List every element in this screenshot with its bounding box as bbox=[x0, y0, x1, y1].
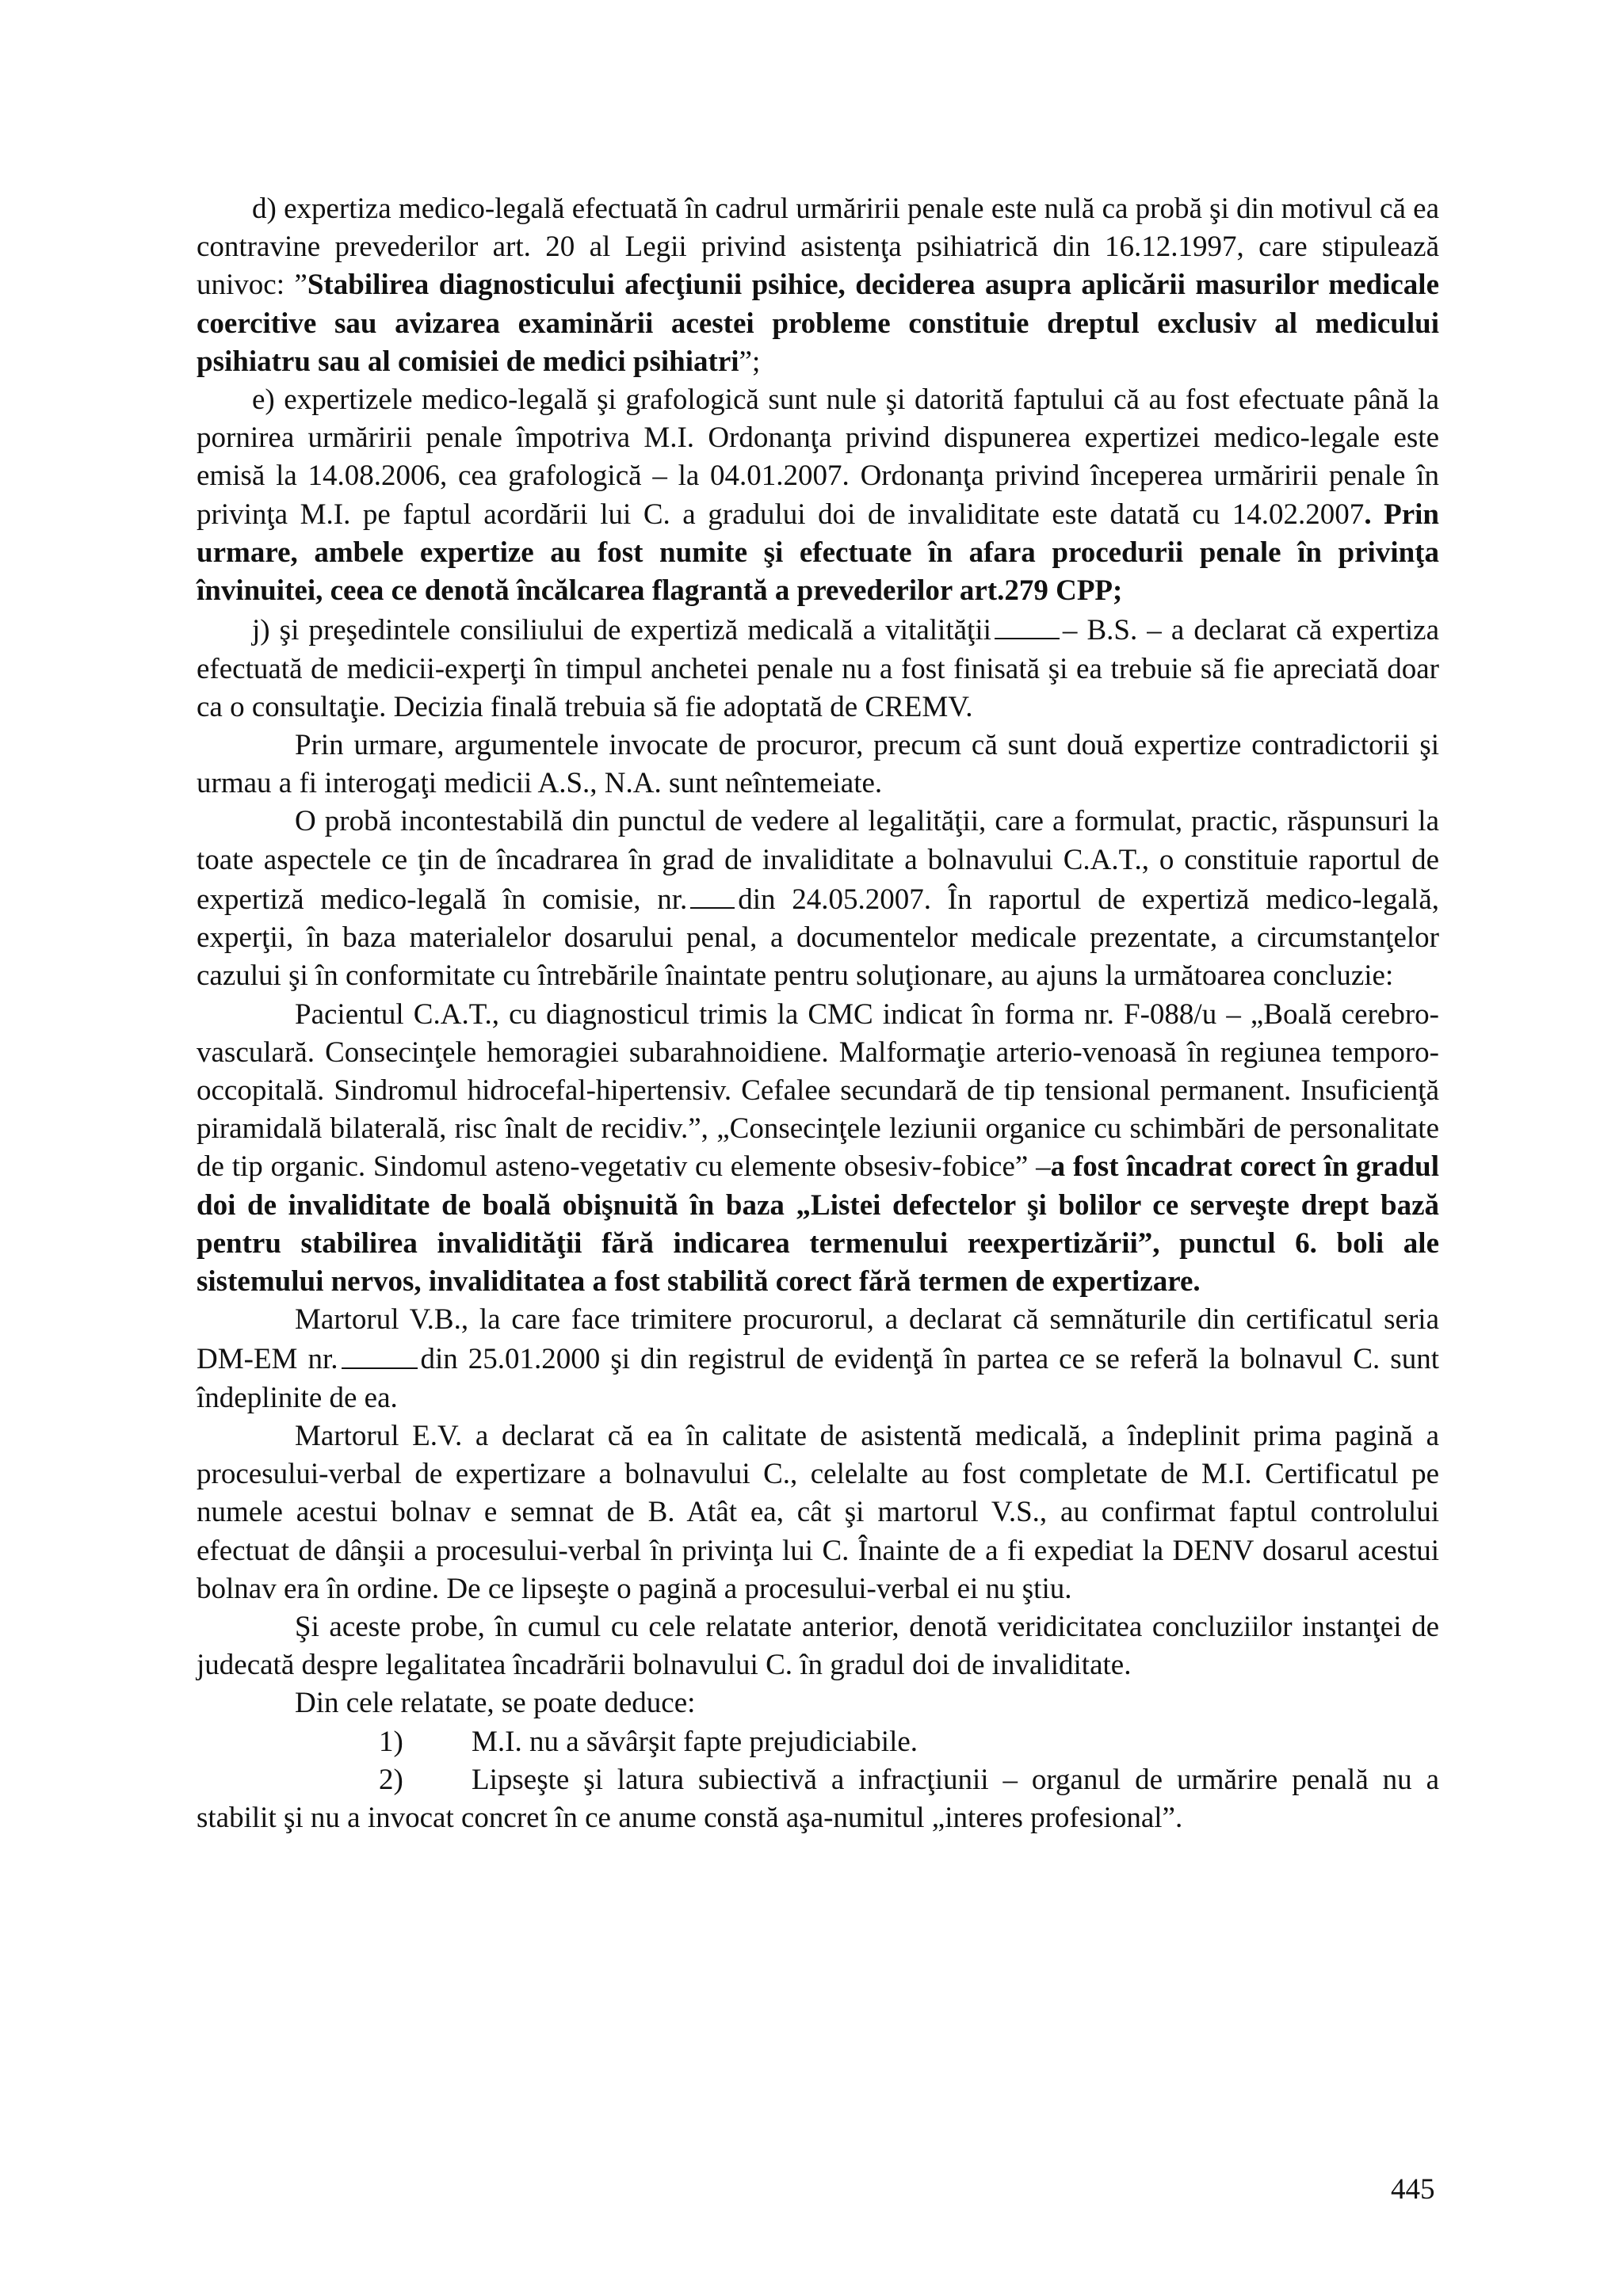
paragraph-e-text: e) expertizele medico-legală şi grafologică sunt nule şi datorită faptului că au fost efectuate până la pornirea urmăririi penale împotriva M.I. Ordonanţa privind dispunerea expertizei medico-legale este emisă la 14.08.2006, cea grafologică – la 04.01.2007. Ordonanţa privind începerea urmăririi penale în privinţa M.I. pe faptul acordării lui C. a gradului doi de invaliditate este datată cu 14.02.2007 bbox=[197, 383, 1439, 531]
paragraph-d-text: d) expertiza medico-legală efectuată în cadrul urmăririi penale este nulă ca probă şi din motivul că ea contravine prevederilor art. 20 al Legii privind asistenţa psihiatrică din 16.12.1997, care stipulează univoc: ” bbox=[197, 193, 1439, 302]
paragraph-proof-text: O probă incontestabilă din punctul de vedere al legalităţii, care a formulat, practic, răspunsuri la toate aspectele ce ţin de încadrarea în grad de invaliditate a bolnavului C.A.T., o constituie raportul de expertiză medico-legală în comisie, nr. bbox=[197, 805, 1439, 916]
paragraph-e-bold: . Prin urmare, ambele expertize au fost numite şi efectuate în afara procedurii penale în privinţa învinuitei, ceea ce denotă încălcarea flagrantă a prevederilor art.279 CPP; bbox=[197, 498, 1439, 608]
document-body bbox=[197, 190, 1439, 1837]
paragraph-d-bold: Stabilirea diagnosticului afecţiunii psihice, deciderea asupra aplicării masurilor medicale coercitive sau avizarea examinării acestei probleme constituie dreptul exclusiv al medicului psihiatru sau al comisiei de medici psihiatri bbox=[197, 269, 1439, 378]
list-item-number: 2) bbox=[379, 1763, 403, 1796]
paragraph-patient bbox=[197, 996, 1439, 1302]
paragraph-patient-text: Pacientul C.A.T., cu diagnosticul trimis la CMC indicat în forma nr. F-088/u – „Boală cerebro-vasculară. Consecinţele hemoragiei subarahnoidiene. Malformaţie arterio-venoasă în regiunea temporo-occopitală. Sindromul hidrocefal-hipertensiv. Cefalee secundară de tip tensional permanent. Insuficienţă piramidală bilaterală, risc înalt de recidiv.”, „Consecinţele leziunii organice cu schimbări de personalitate de tip organic. Sindomul asteno-vegetativ cu elemente obsesiv-fobice” – bbox=[197, 997, 1439, 1184]
paragraph-j bbox=[197, 610, 1439, 727]
paragraph-witness-vb-text: Martorul V.B., la care face trimitere procurorul, a declarat că semnăturile din certificatul seria DM-EM nr. bbox=[197, 1303, 1439, 1376]
paragraph-witness-ev: Martorul E.V. a declarat că ea în calitate de asistentă medicală, a îndeplinit prima pagină a procesului-verbal de expertizare a bolnavului C., celelalte au fost completate de M.I. Certificatul pe numele acestui bolnav e semnat de B. Atât ea, cât şi martorul V.S., au confirmat faptul controlului efectuat de dânşii a procesului-verbal în privinţa lui C. Înainte de a fi expediat la DENV dosarul acestui bolnav era în ordine. De ce lipseşte o pagină a procesului-verbal ei nu ştiu. bbox=[197, 1419, 1439, 1605]
paragraph-patient-bold: a fost încadrat corect în gradul doi de invaliditate de boală obişnuită în baza „Listei defectelor şi bolilor ce serveşte drept bază pentru stabilirea invalidităţii fără indicarea termenului reexpertizării”, punctul 6. boli ale sistemului nervos, invaliditatea a fost stabilită corect fără termen de expertizare. bbox=[197, 1150, 1439, 1298]
paragraph-witness-vb-rest: din 25.01.2000 şi din registrul de evidenţă în partea ce se referă la bolnavul C. sunt îndeplinite de ea. bbox=[197, 1343, 1439, 1414]
paragraph-j-text: j) şi preşedintele consiliului de expertiză medicală a vitalităţii bbox=[252, 614, 991, 647]
paragraph-witness-vb bbox=[197, 1301, 1439, 1417]
paragraph-d-end: ”; bbox=[739, 345, 761, 378]
paragraph-e bbox=[197, 381, 1439, 610]
blank-line bbox=[342, 1339, 418, 1368]
blank-line bbox=[690, 879, 735, 909]
paragraph-proof-rest: din 24.05.2007. În raportul de expertiză medico-legală, experţii, în baza materialelor dosarului penal, a documentelor medicale prezentate, a circumstanţelor cazului şi în conformitate cu întrebările înaintate pentru soluţionare, au ajuns la următoarea concluzie: bbox=[197, 883, 1439, 993]
list-item bbox=[197, 1723, 1439, 1761]
paragraph-deduce: Din cele relatate, se poate deduce: bbox=[295, 1687, 696, 1720]
paragraph-conclusion-arguments: Prin urmare, argumentele invocate de procuror, precum că sunt două expertize contradictorii şi urmau a fi interogaţi medicii A.S., N.A. sunt neîntemeiate. bbox=[197, 728, 1439, 800]
paragraph-evidence: Şi aceste probe, în cumul cu cele relatate anterior, denotă veridicitatea concluziilor instanţei de judecată despre legalitatea încadrării bolnavului C. în gradul doi de invaliditate. bbox=[197, 1610, 1439, 1682]
list-item bbox=[197, 1761, 1439, 1837]
paragraph-d bbox=[197, 190, 1439, 381]
paragraph-j-rest: – B.S. – a declarat că expertiza efectuată de medicii-experţi în timpul anchetei penale nu a fost finisată şi ea trebuie să fie apreciată doar ca o consultaţie. Decizia finală trebuia să fie adoptată de CREMV. bbox=[197, 614, 1439, 723]
paragraph-proof bbox=[197, 803, 1439, 995]
list-item-text: Lipseşte şi latura subiectivă a infracţiunii – organul de urmărire penală nu a stabilit şi nu a invocat concret în ce anume constă aşa-numitul „interes profesional”. bbox=[197, 1763, 1439, 1834]
list-item-number: 1) bbox=[379, 1725, 403, 1758]
list-item-text: M.I. nu a săvârşit fapte prejudiciabile. bbox=[472, 1725, 918, 1758]
blank-line bbox=[995, 610, 1060, 639]
page-number: 445 bbox=[1391, 2173, 1435, 2206]
